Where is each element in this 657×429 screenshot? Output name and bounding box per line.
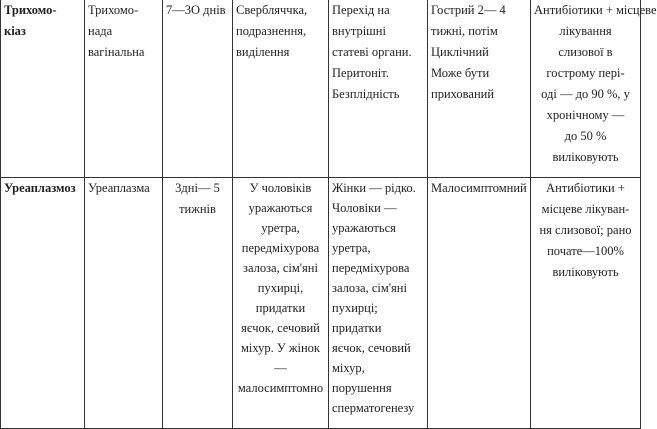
treatment-cell: Антибіотики + місцеве лікуван- ня слизової; рано почате—100% виліковують: [531, 178, 641, 429]
disease-cell: Трихомо- кіаз: [1, 0, 85, 178]
disease-cell: Уреаплазмоз: [1, 178, 85, 429]
incubation-cell: 3дні— 5 тижнів: [163, 178, 233, 429]
complications-cell: Перехід на внутрішні статеві органи. Перитоніт. Безплідність: [329, 0, 428, 178]
symptoms-cell: У чоловіків уражаються уретра, передміхурова залоза, сім'яні пухирці, придатки яєчок, сечовий міхур. У жінок — малосимптомно: [233, 178, 329, 429]
treatment-cell: Антибіотики + місцеве лікування слизової в гострому пері- оді — до 90 %, у хронічному — до 50 % виліковують: [531, 0, 641, 178]
course-cell: Гострий 2— 4 тижні, потім Циклічний Може бути прихований: [428, 0, 531, 178]
table-row: [1, 0, 641, 178]
pathogen-cell: Трихомо- нада вагінальна: [85, 0, 163, 178]
complications-cell: Жінки — рідко. Чоловіки — уражаються уретра, передміхурова залоза, сім'яні пухирці; придатки яєчок, сечовий міхур, порушення сперматогенезу: [329, 178, 428, 429]
course-cell: Малосимптомний: [428, 178, 531, 429]
pathogen-cell: Уреаплазма: [85, 178, 163, 429]
symptoms-cell: Свербляччка, подразнення, виділення: [233, 0, 329, 178]
table-row: [1, 178, 641, 429]
incubation-cell: 7—3О днів: [163, 0, 233, 178]
